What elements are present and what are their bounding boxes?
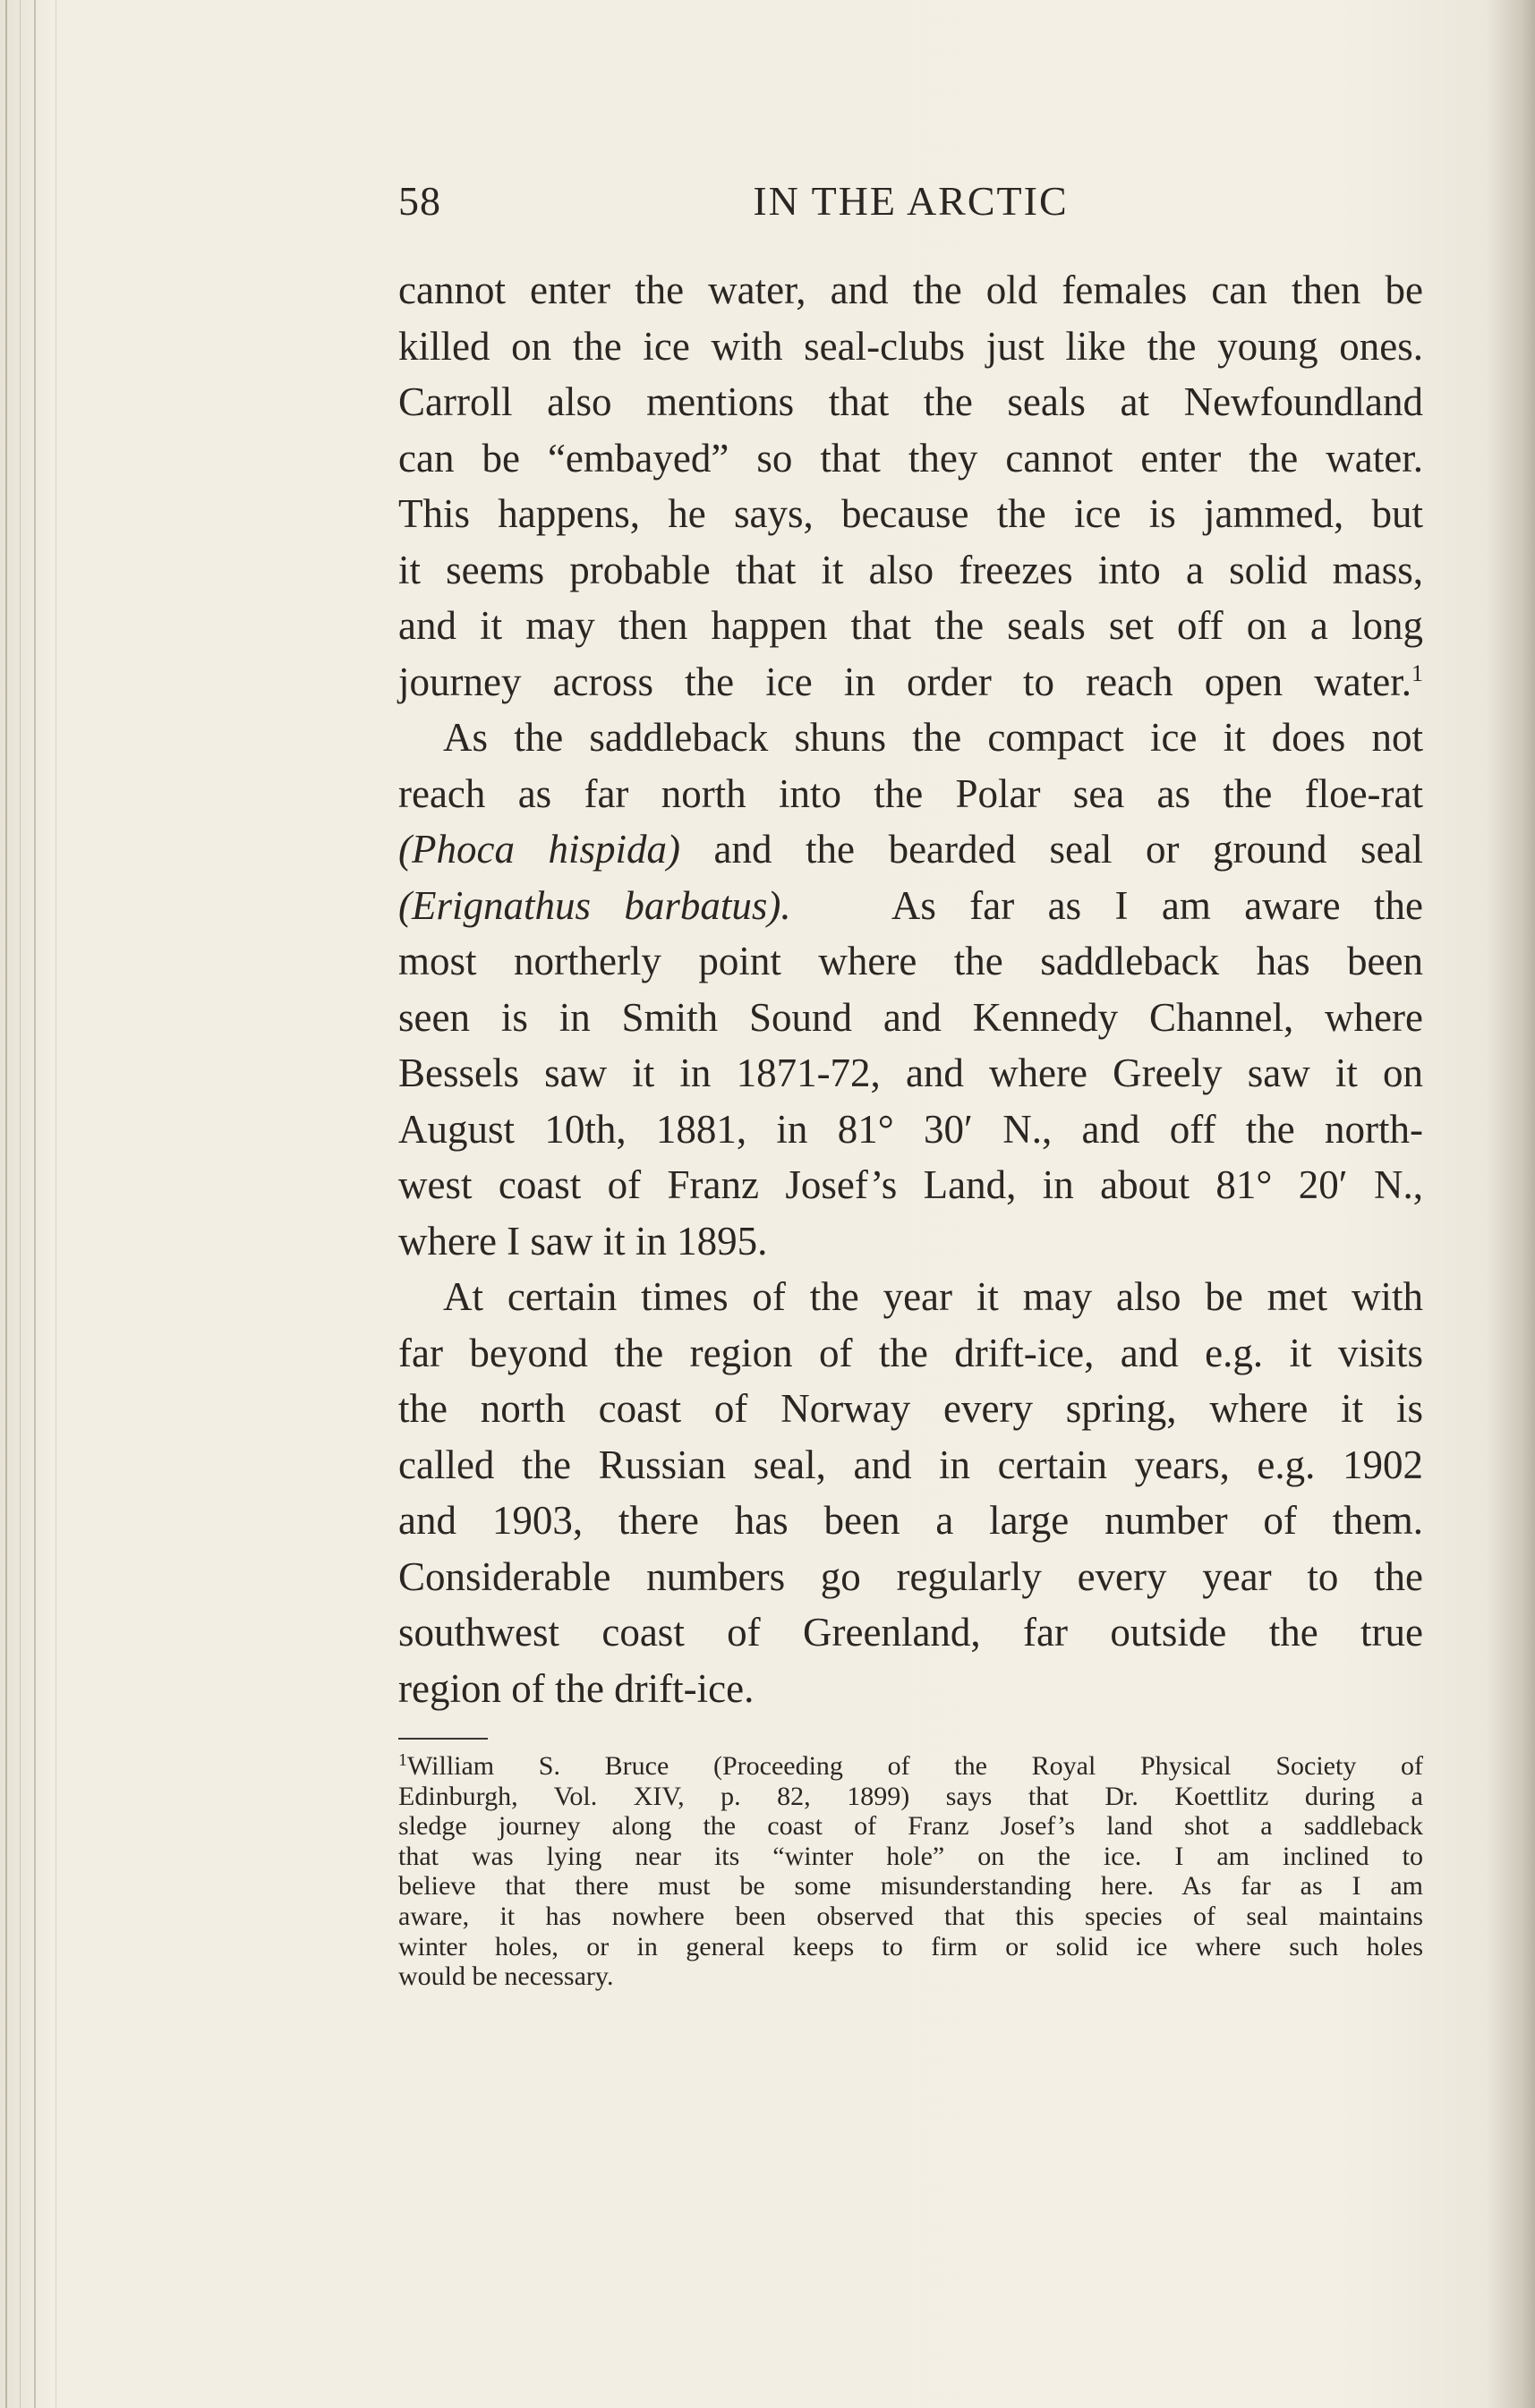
text-line: At certain times of the year it may also be met with bbox=[443, 1274, 1423, 1319]
footnote-line: sledge journey along the coast of Franz Josef’s land shot a saddleback bbox=[398, 1811, 1423, 1842]
text-line: it seems probable that it also freezes into a solid mass, bbox=[398, 547, 1423, 592]
footnote-line: would be necessary. bbox=[398, 1961, 614, 1992]
text-line: Considerable numbers go regularly every year to the bbox=[398, 1553, 1423, 1599]
footnote-line bbox=[398, 1751, 1423, 1782]
footnote-line: aware, it has nowhere been observed that this species of seal maintains bbox=[398, 1901, 1423, 1931]
footnote-line: that was lying near its “winter hole” on the ice. I am inclined to bbox=[398, 1841, 1423, 1871]
text-line-content: As far as I am aware the bbox=[891, 882, 1424, 928]
text-line: August 10th, 1881, in 81° 30′ N., and off the north- bbox=[398, 1106, 1423, 1152]
running-title: IN THE ARCTIC bbox=[753, 178, 1069, 224]
footnote-line: believe that there must be some misunderstanding here. As far as I am bbox=[398, 1871, 1423, 1902]
footnote-divider bbox=[398, 1738, 488, 1740]
text-line bbox=[398, 654, 1423, 710]
species-name: (Phoca hispida) bbox=[398, 827, 680, 872]
binding-edge bbox=[34, 0, 36, 2408]
text-line: seen is in Smith Sound and Kennedy Channel, where bbox=[398, 994, 1423, 1040]
text-line: and it may then happen that the seals set off on a long bbox=[398, 603, 1423, 648]
footnote-marker: 1 bbox=[398, 1750, 407, 1770]
text-line: killed on the ice with seal-clubs just like the young ones. bbox=[398, 323, 1423, 369]
text-line: far beyond the region of the drift-ice, and e.g. it visits bbox=[398, 1330, 1423, 1375]
binding-edge bbox=[5, 0, 7, 2408]
text-line: reach as far north into the Polar sea as the floe-rat bbox=[398, 770, 1423, 816]
page-header bbox=[398, 177, 1423, 231]
text-line: and 1903, there has been a large number of them. bbox=[398, 1498, 1423, 1543]
species-name: (Erignathus barbatus). bbox=[398, 882, 791, 928]
text-line: most northerly point where the saddleback has been bbox=[398, 939, 1423, 983]
footnote-line-content: William S. Bruce (Proceeding of the Royal Physical Society of bbox=[407, 1751, 1423, 1781]
text-line: where I saw it in 1895. bbox=[398, 1218, 768, 1264]
footnote bbox=[398, 1751, 1423, 1992]
text-line: west coast of Franz Josef’s Land, in about 81° 20′ N., bbox=[398, 1162, 1423, 1207]
text-line: can be “embayed” so that they cannot enter the water. bbox=[398, 435, 1423, 481]
page-number: 58 bbox=[398, 178, 441, 224]
text-line: region of the drift-ice. bbox=[398, 1665, 755, 1711]
text-line: Carroll also mentions that the seals at Newfoundland bbox=[398, 379, 1423, 424]
binding-edge bbox=[55, 0, 56, 2408]
footnote-line: winter holes, or in general keeps to firm or solid ice where such holes bbox=[398, 1931, 1423, 1961]
text-line bbox=[398, 821, 1423, 878]
binding-edge bbox=[20, 0, 21, 2408]
text-line: the north coast of Norway every spring, where it is bbox=[398, 1386, 1423, 1431]
body-text bbox=[398, 262, 1423, 1716]
text-line: southwest coast of Greenland, far outside the true bbox=[398, 1610, 1423, 1655]
text-line: cannot enter the water, and the old females can then be bbox=[398, 268, 1423, 312]
text-line: As the saddleback shuns the compact ice it does not bbox=[443, 715, 1423, 760]
text-line: Bessels saw it in 1871-72, and where Greely saw it on bbox=[398, 1051, 1423, 1095]
footnote-line: Edinburgh, Vol. XIV, p. 82, 1899) says that Dr. Koettlitz during a bbox=[398, 1781, 1423, 1811]
text-line: called the Russian seal, and in certain years, e.g. 1902 bbox=[398, 1442, 1423, 1487]
text-line: This happens, he says, because the ice is jammed, but bbox=[398, 491, 1423, 536]
text-line-content: journey across the ice in order to reach open water. bbox=[398, 659, 1411, 704]
footnote-reference: 1 bbox=[1411, 659, 1423, 686]
text-line bbox=[398, 878, 1423, 934]
text-line-content: and the bearded seal or ground seal bbox=[713, 827, 1424, 872]
